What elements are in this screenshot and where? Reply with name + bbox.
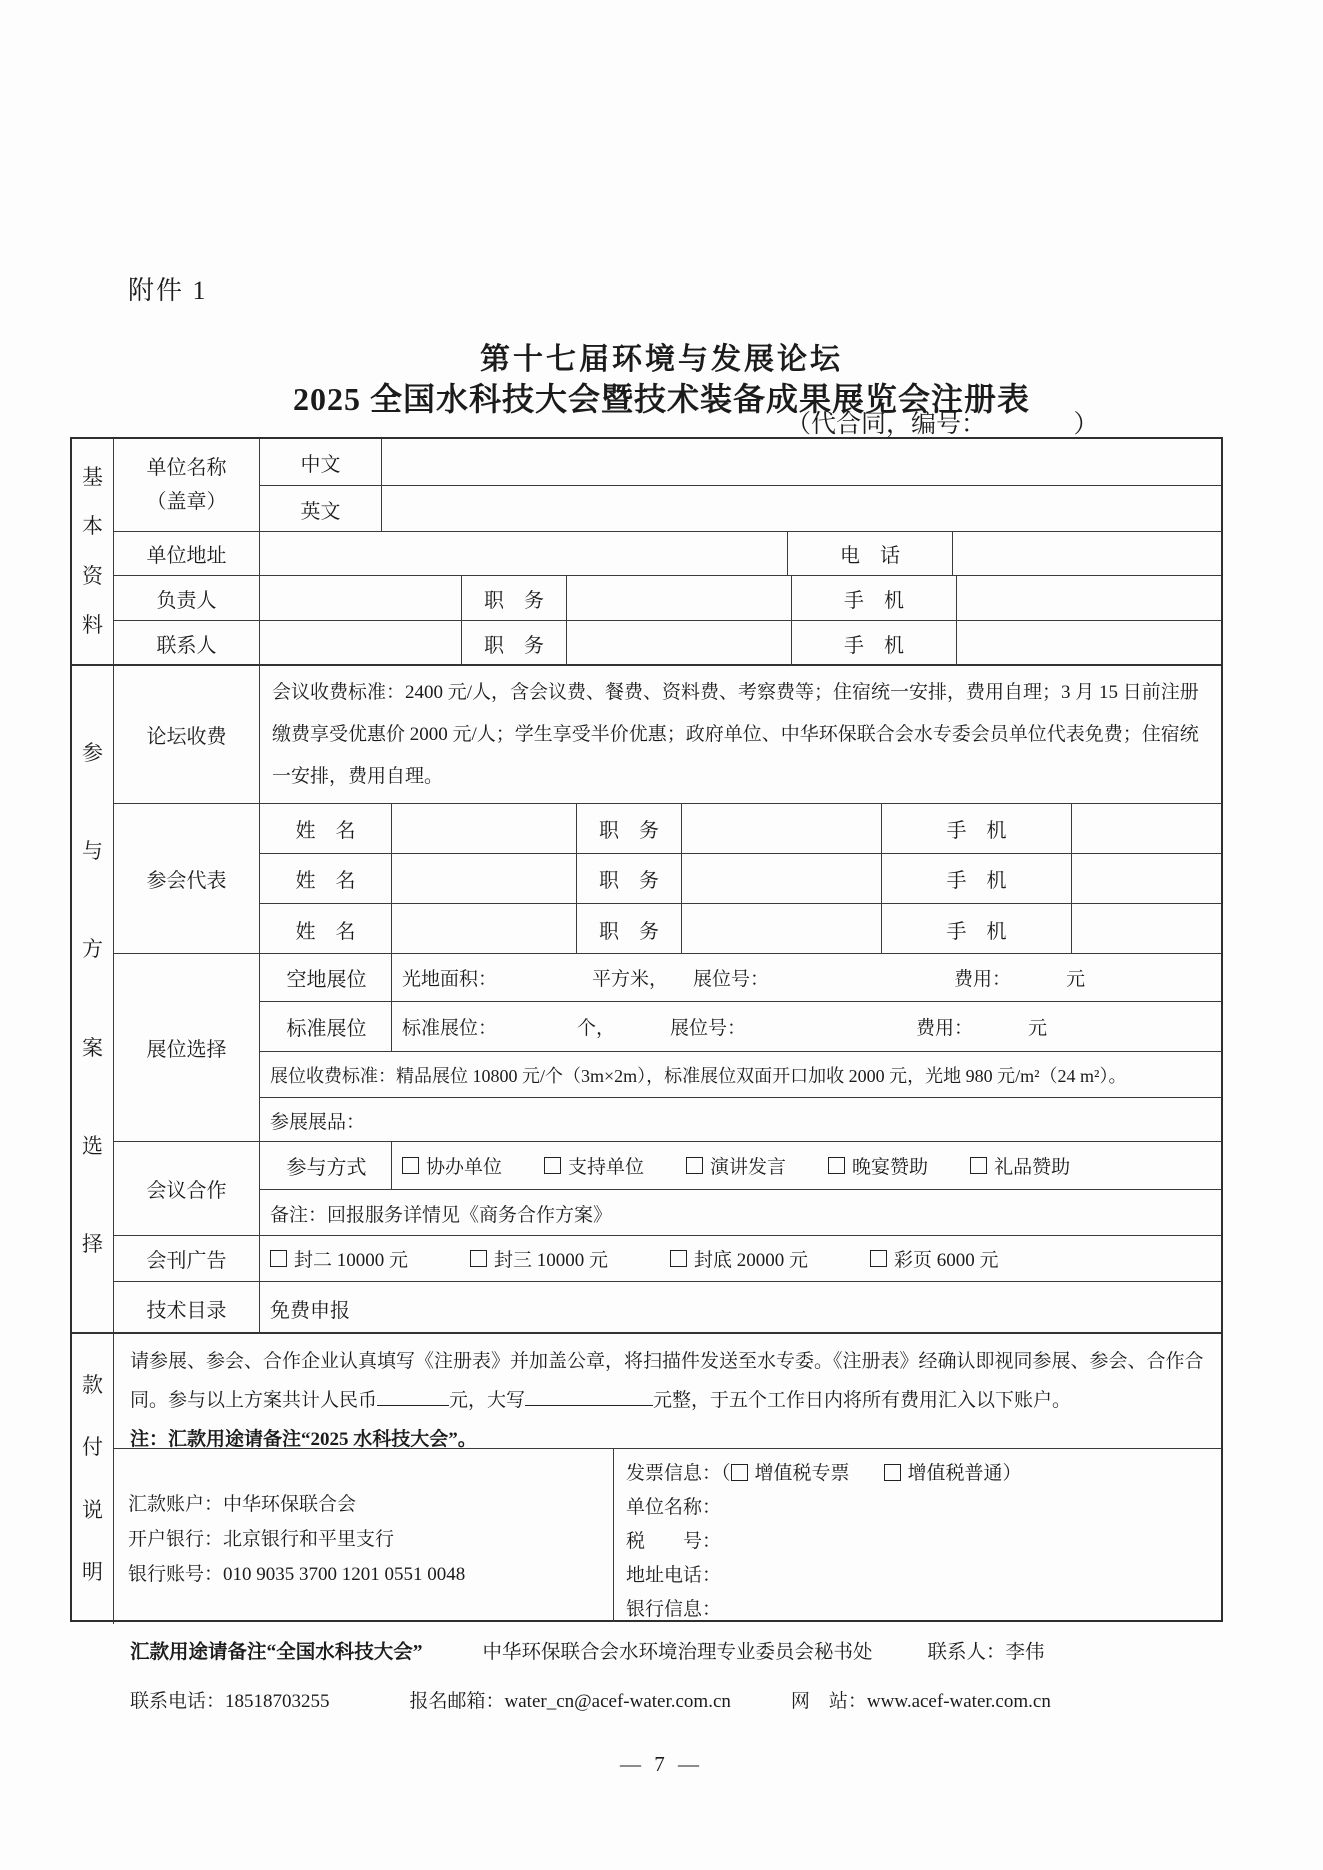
booth-select-label: 展位选择: [114, 954, 260, 1141]
bank-account-number-line: 银行账号：010 9035 3700 1201 0551 0048: [128, 1564, 466, 1585]
coop-option-5[interactable]: [970, 1152, 1070, 1179]
unit-name-cn-input[interactable]: [382, 439, 1221, 485]
coop-checkbox-3[interactable]: [686, 1157, 703, 1174]
leader-mobile-input[interactable]: [957, 576, 1221, 620]
standard-count-unit: 个，: [577, 1018, 616, 1039]
contact-name-input[interactable]: [260, 621, 462, 666]
journal-ad-label: 会刊广告: [114, 1236, 260, 1281]
delegate-2-name-label: 姓 名: [260, 854, 392, 903]
standard-fee-unit: 元: [1028, 1018, 1048, 1039]
leader-label: 负责人: [114, 576, 260, 620]
attachment-label: 附件 1: [128, 276, 208, 305]
remit-account-line: 汇款账户：中华环保联合会: [128, 1494, 357, 1515]
coop-checkbox-1[interactable]: [402, 1157, 419, 1174]
ad-option-3[interactable]: [670, 1245, 808, 1272]
unit-name-en-input[interactable]: [382, 486, 1221, 532]
footer-phone: 联系电话：18518703255: [130, 1691, 330, 1712]
coop-option-3[interactable]: [686, 1152, 786, 1179]
open-space-fields[interactable]: [392, 954, 1221, 1001]
ad-checkbox-1[interactable]: [270, 1250, 287, 1267]
delegate-2-position-label: 职 务: [577, 854, 682, 903]
footer-email: 报名邮箱：water_cn@acef-water.com.cn: [409, 1691, 731, 1712]
delegate-1-name-label: 姓 名: [260, 804, 392, 853]
invoice-address-phone-field[interactable]: 地址电话：: [626, 1565, 722, 1586]
coop-option-4-label: 晚宴赞助: [852, 1157, 929, 1178]
page-number: — 7 —: [620, 1752, 703, 1776]
delegate-1-mobile-input[interactable]: [1072, 804, 1221, 853]
delegate-2-mobile-label: 手 机: [882, 854, 1072, 903]
coop-option-3-label: 演讲发言: [710, 1157, 787, 1178]
exhibits-label: 参展展品：: [270, 1111, 366, 1133]
booth-pricing-text: 展位收费标准：精品展位 10800 元/个（3m×2m），标准展位双面开口加收 2000 元，光地 980 元/m²（24 m²）。: [270, 1065, 1127, 1086]
coop-option-1-label: 协办单位: [426, 1157, 503, 1178]
delegate-1-name-input[interactable]: [392, 804, 577, 853]
payment-para-1: 请参展、参会、合作企业认真填写《注册表》并加盖公章，将扫描件发送至水专委。《注册表》经确认即视同参展、参会、合作合同。参与以上方案共计人民币: [130, 1351, 1204, 1411]
footer-website: 网 站：www.acef-water.com.cn: [790, 1691, 1051, 1712]
forum-fee-label: 论坛收费: [114, 666, 260, 803]
coop-option-2-label: 支持单位: [568, 1157, 645, 1178]
cooperation-mode-label: 参与方式: [260, 1142, 392, 1189]
coop-option-2[interactable]: [544, 1152, 644, 1179]
open-area-unit: 平方米，: [592, 969, 669, 990]
open-area-label: 光地面积：: [402, 969, 498, 990]
tech-catalog-label: 技术目录: [114, 1282, 260, 1334]
section-participation: [72, 666, 1221, 1334]
delegate-2-position-input[interactable]: [682, 854, 882, 903]
unit-name-label: [114, 439, 260, 531]
delegate-3-position-input[interactable]: [682, 904, 882, 954]
exhibits-input[interactable]: [260, 1098, 1221, 1142]
payment-note: 注：汇款用途请备注“2025 水科技大会”。: [130, 1429, 477, 1450]
payment-instructions: [114, 1334, 1221, 1449]
ad-option-4-label: 彩页 6000 元: [894, 1250, 999, 1271]
standard-count-label: 标准展位：: [402, 1018, 498, 1039]
invoice-suffix: ）: [1002, 1463, 1022, 1484]
open-booth-no-label: 展位号：: [693, 969, 770, 990]
coop-checkbox-4[interactable]: [828, 1157, 845, 1174]
form-title-line1: 第十七届环境与发展论坛: [480, 343, 843, 376]
delegate-1-mobile-label: 手 机: [882, 804, 1072, 853]
standard-booth-fields[interactable]: [392, 1002, 1221, 1051]
delegate-2-mobile-input[interactable]: [1072, 854, 1221, 903]
ad-checkbox-2[interactable]: [470, 1250, 487, 1267]
standard-booth-row: [260, 1002, 1221, 1052]
section-payment-side-label: 款 付 说 明: [72, 1334, 114, 1624]
open-space-row: [260, 954, 1221, 1002]
leader-mobile-label: 手 机: [792, 576, 957, 620]
registration-table: [70, 437, 1223, 1622]
ad-option-3-label: 封底 20000 元: [694, 1250, 809, 1271]
contact-position-input[interactable]: [567, 621, 792, 666]
ad-option-4[interactable]: [870, 1245, 999, 1272]
contact-label: 联系人: [114, 621, 260, 666]
invoice-unit-name-field[interactable]: 单位名称：: [626, 1497, 722, 1518]
ad-option-2-label: 封三 10000 元: [494, 1250, 609, 1271]
coop-checkbox-5[interactable]: [970, 1157, 987, 1174]
section-basic-side-label: 基 本 资 料: [72, 439, 114, 664]
contact-position-label: 职 务: [462, 621, 567, 666]
unit-phone-input[interactable]: [953, 532, 1221, 575]
footer-secretariat: 中华环保联合会水环境治理专业委员会秘书处: [482, 1642, 873, 1663]
invoice-prefix: 发票信息：（: [626, 1463, 731, 1484]
ad-option-1[interactable]: [270, 1245, 408, 1272]
section-payment: [72, 1334, 1221, 1624]
unit-address-label: 单位地址: [114, 532, 260, 575]
ad-checkbox-4[interactable]: [870, 1250, 887, 1267]
footer-line1: [130, 1636, 1045, 1664]
open-space-label: 空地展位: [260, 954, 392, 1001]
leader-position-label: 职 务: [462, 576, 567, 620]
section-participation-side-label: 参 与 方 案 选 择: [72, 666, 114, 1332]
form-title-line2: 2025 全国水科技大会暨技术装备成果展览会注册表: [292, 381, 1030, 417]
leader-position-input[interactable]: [567, 576, 792, 620]
amount-words-blank[interactable]: [525, 1385, 653, 1406]
tech-catalog-value: 免费申报: [270, 1299, 350, 1322]
english-name-label: 英文: [260, 486, 382, 532]
standard-booth-label: 标准展位: [260, 1002, 392, 1051]
footer-remit-note: 汇款用途请备注“全国水科技大会”: [130, 1642, 423, 1663]
delegate-2-name-input[interactable]: [392, 854, 577, 903]
cooperation-label: 会议合作: [114, 1142, 260, 1235]
delegate-row-2: [260, 854, 1221, 904]
coop-checkbox-2[interactable]: [544, 1157, 561, 1174]
payment-para-3: 元整，于五个工作日内将所有费用汇入以下账户。: [653, 1390, 1072, 1411]
invoice-header: [626, 1463, 1022, 1484]
unit-name-label-line2: （盖章）: [146, 491, 227, 513]
cooperation-note: 备注：回报服务详情见《商务合作方案》: [270, 1204, 613, 1226]
delegates-label: 参会代表: [114, 804, 260, 953]
invoice-general-checkbox[interactable]: [884, 1464, 901, 1481]
remittance-account-cell: [114, 1449, 614, 1622]
delegate-1-position-input[interactable]: [682, 804, 882, 853]
ad-checkbox-3[interactable]: [670, 1250, 687, 1267]
ad-option-2[interactable]: [470, 1245, 608, 1272]
open-fee-label: 费用：: [954, 969, 1012, 990]
invoice-bank-info-field[interactable]: 银行信息：: [626, 1599, 722, 1620]
footer-contact-person: 联系人：李伟: [927, 1642, 1045, 1663]
delegate-3-mobile-label: 手 机: [882, 904, 1072, 954]
leader-name-input[interactable]: [260, 576, 462, 620]
coop-option-4[interactable]: [828, 1152, 928, 1179]
contract-number-note: （代合同，编号： ）: [786, 411, 1099, 438]
delegate-3-name-label: 姓 名: [260, 904, 392, 954]
invoice-special-label: 增值税专票: [754, 1463, 850, 1484]
delegate-3-position-label: 职 务: [577, 904, 682, 954]
delegate-3-name-input[interactable]: [392, 904, 577, 954]
cooperation-mode-row: [260, 1142, 1221, 1190]
section-basic-info: [72, 439, 1221, 666]
amount-blank[interactable]: [377, 1385, 449, 1406]
contact-mobile-label: 手 机: [792, 621, 957, 666]
payment-para-2: 元，大写: [449, 1390, 526, 1411]
open-fee-unit: 元: [1066, 969, 1086, 990]
contact-mobile-input[interactable]: [957, 621, 1221, 666]
coop-option-5-label: 礼品赞助: [994, 1157, 1071, 1178]
invoice-special-checkbox[interactable]: [731, 1464, 748, 1481]
invoice-general-label: 增值税普通: [907, 1463, 1003, 1484]
delegate-1-position-label: 职 务: [577, 804, 682, 853]
delegate-row-3: [260, 904, 1221, 954]
standard-fee-label: 费用：: [916, 1018, 974, 1039]
delegate-3-mobile-input[interactable]: [1072, 904, 1221, 954]
coop-option-1[interactable]: [402, 1152, 502, 1179]
unit-address-input[interactable]: [260, 532, 788, 575]
ad-option-1-label: 封二 10000 元: [294, 1250, 409, 1271]
standard-booth-no-label: 展位号：: [670, 1018, 747, 1039]
phone-label: 电 话: [788, 532, 953, 575]
unit-name-label-line1: 单位名称: [146, 457, 227, 479]
forum-fee-text: 会议收费标准：2400 元/人，含会议费、餐费、资料费、考察费等；住宿统一安排，费用自理；3 月 15 日前注册缴费享受优惠价 2000 元/人；学生享受半价优惠；政府单位、中华环保联合会水专委会员单位代表免费；住宿统一安排，费用自理。: [272, 682, 1199, 788]
invoice-tax-no-field[interactable]: 税 号：: [626, 1531, 722, 1552]
bank-branch-line: 开户银行：北京银行和平里支行: [128, 1529, 395, 1550]
invoice-info-cell: [614, 1449, 1221, 1622]
footer-line2: [130, 1686, 1051, 1713]
delegate-row-1: [260, 804, 1221, 854]
chinese-name-label: 中文: [260, 439, 382, 485]
